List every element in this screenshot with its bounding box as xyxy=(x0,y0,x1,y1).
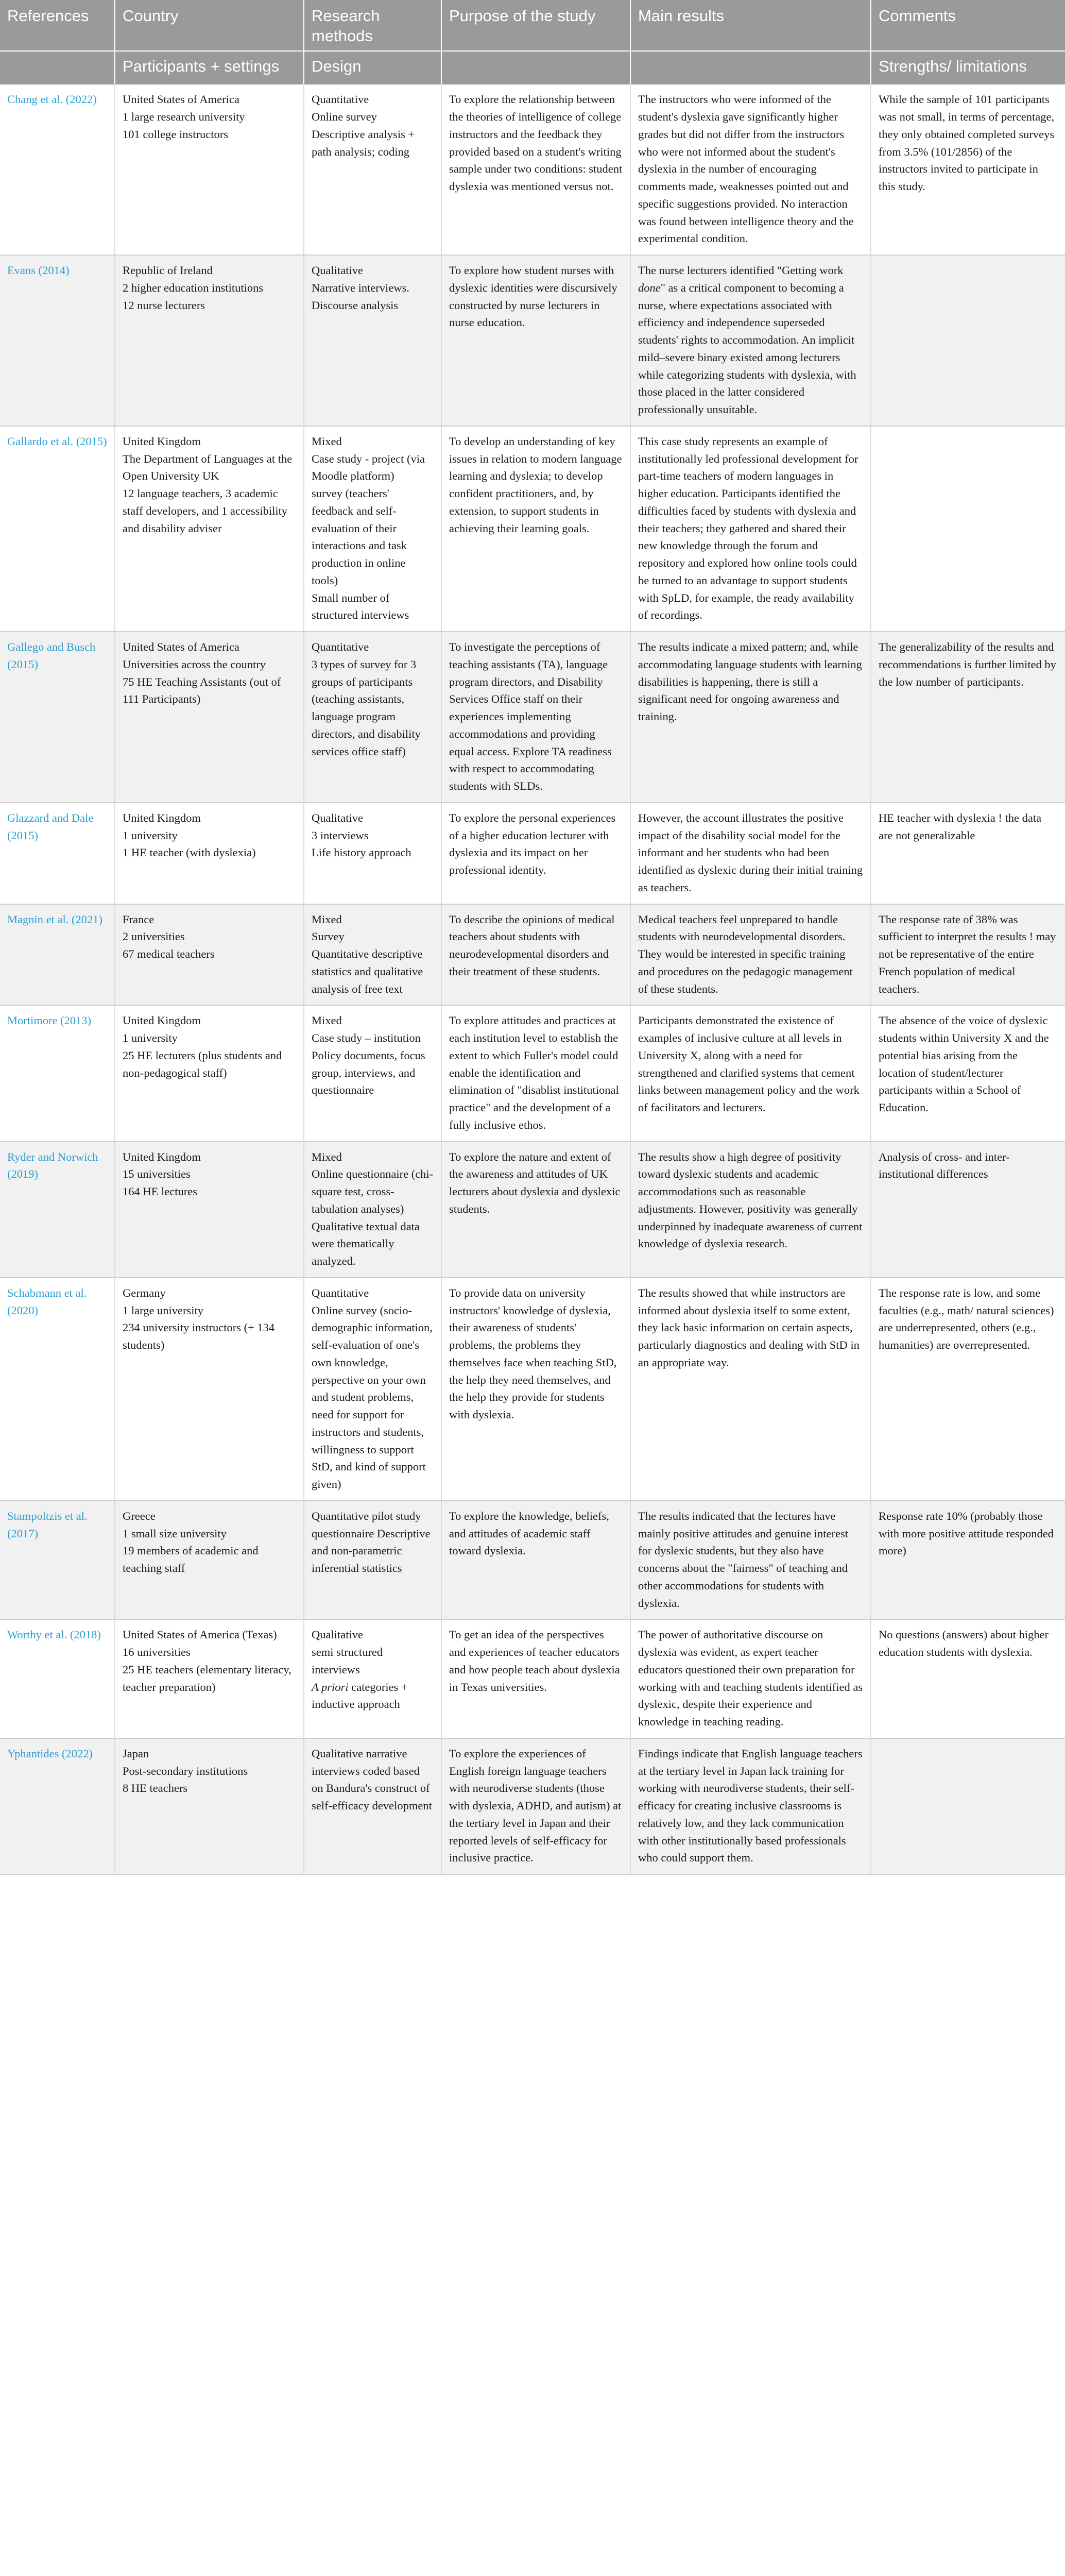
methods-line: Survey xyxy=(312,930,345,943)
results-text: The nurse lecturers identified "Getting work xyxy=(638,264,844,277)
participants-line: 164 HE lectures xyxy=(123,1185,197,1198)
methods-line: Life history approach xyxy=(312,846,411,859)
subheader-purpose xyxy=(441,51,630,85)
country-name: United States of America xyxy=(123,93,239,106)
methods-line: Quantitative xyxy=(312,93,369,106)
results-cell: The results indicated that the lectures have mainly positive attitudes and genuine interest for dyslexic students, but they also have concerns about the "fairness" of teaching and other accommodations for students with dyslexia. xyxy=(630,1501,871,1620)
results-cell xyxy=(630,255,871,426)
purpose-cell: To explore the knowledge, beliefs, and attitudes of academic staff toward dyslexia. xyxy=(441,1501,630,1620)
participants-line: 25 HE lecturers (plus students and non-pedagogical staff) xyxy=(123,1048,282,1079)
methods-line xyxy=(312,1679,434,1714)
reference-link[interactable]: Worthy et al. (2018) xyxy=(7,1628,101,1641)
purpose-cell: To explore the experiences of English foreign language teachers with neurodiverse students (those with dyslexia, ADHD, and autism) at the tertiary level in Japan and their reported levels of self-efficacy for inclusive practice. xyxy=(441,1738,630,1874)
subheader-results xyxy=(630,51,871,85)
purpose-cell: To describe the opinions of medical teachers about students with neurodevelopmental disorders and their treatment of these students. xyxy=(441,904,630,1006)
purpose-cell: To develop an understanding of key issues in relation to modern language learning and dyslexia; to develop confident practitioners, and, by extension, to support students in achieving their learning goals. xyxy=(441,426,630,632)
country-cell xyxy=(115,1501,304,1620)
participants-line: 16 universities xyxy=(123,1646,191,1658)
participants-line: 1 HE teacher (with dyslexia) xyxy=(123,846,256,859)
country-name: Japan xyxy=(123,1747,149,1760)
results-cell: Participants demonstrated the existence of examples of inclusive culture at all levels in University X, along with a need for strengthened and clarified systems that cement links between management policy and the work of facilitators and lecturers. xyxy=(630,1005,871,1141)
participants-line: 1 university xyxy=(123,828,178,842)
country-cell xyxy=(115,255,304,426)
table-body xyxy=(0,84,1065,1874)
comments-cell xyxy=(871,255,1065,426)
reference-link[interactable]: Magnin et al. (2021) xyxy=(7,912,102,926)
header-country: Country xyxy=(115,0,304,51)
methods-line: Online questionnaire (chi-square test, cross-tabulation analyses) xyxy=(312,1167,434,1215)
methods-line: 3 types of survey for 3 groups of participants (teaching assistants, language program directors, and disability services office staff) xyxy=(312,657,421,758)
participants-line: 234 university instructors (+ 134 students) xyxy=(123,1321,275,1351)
methods-line: Qualitative narrative interviews coded based on Bandura's construct of self-efficacy development xyxy=(312,1747,432,1812)
reference-link[interactable]: Stampoltzis et al. (2017) xyxy=(7,1509,88,1540)
participants-line: Universities across the country xyxy=(123,657,266,671)
comments-cell: The generalizability of the results and recommendations is further limited by the low number of participants. xyxy=(871,632,1065,803)
header-subrow xyxy=(0,51,1065,85)
methods-line: semi structured interviews xyxy=(312,1646,383,1676)
reference-cell xyxy=(0,255,115,426)
header-purpose: Purpose of the study xyxy=(441,0,630,51)
methods-text: categories + inductive approach xyxy=(312,1680,408,1711)
participants-line: 15 universities xyxy=(123,1167,191,1181)
purpose-cell: To investigate the perceptions of teaching assistants (TA), language program directors, and Disability Services Office staff on their experiences implementing accommodations and providing equal access. Explore TA readiness with respect to accommodating students with SLDs. xyxy=(441,632,630,803)
methods-line: Qualitative xyxy=(312,811,363,824)
results-cell: The results show a high degree of positivity toward dyslexic students and academic accommodations such as reasonable adjustments. However, positivity was generally underpinned by inadequate awareness of current knowledge of dyslexia research. xyxy=(630,1142,871,1278)
purpose-cell: To explore the relationship between the theories of intelligence of college instructors and the feedback they provided based on a student's writing sample under two conditions: student dyslexia was mentioned versus not. xyxy=(441,84,630,255)
methods-line: Mixed xyxy=(312,912,342,926)
comments-cell: No questions (answers) about higher education students with dyslexia. xyxy=(871,1619,1065,1738)
results-cell: However, the account illustrates the positive impact of the disability social model for the informant and her students who had been identified as dyslexic during their initial training as teachers. xyxy=(630,803,871,904)
header-references: References xyxy=(0,0,115,51)
header-main-results: Main results xyxy=(630,0,871,51)
table-row xyxy=(0,904,1065,1006)
header-research-methods: Research methods xyxy=(304,0,441,51)
results-cell: The results indicate a mixed pattern; and, while accommodating language students with learning disabilities is happening, there is still a significant need for ongoing awareness and training. xyxy=(630,632,871,803)
methods-line: Descriptive analysis + path analysis; coding xyxy=(312,127,415,158)
table-row xyxy=(0,803,1065,904)
results-cell: Findings indicate that English language teachers at the tertiary level in Japan lack training for working with neurodiverse students, their self-efficacy for creating inclusive classrooms is relatively low, and they lack communication with other institutionally based professionals who could support them. xyxy=(630,1738,871,1874)
participants-line: 2 higher education institutions xyxy=(123,281,264,294)
country-cell xyxy=(115,803,304,904)
methods-cell xyxy=(304,1738,441,1874)
methods-line: Quantitative xyxy=(312,640,369,653)
comments-cell: The response rate is low, and some faculties (e.g., math/ natural sciences) are underrepresented, others (e.g., humanities) are overrepresented. xyxy=(871,1278,1065,1501)
participants-line: 1 small size university xyxy=(123,1527,227,1540)
participants-line: The Department of Languages at the Open University UK xyxy=(123,452,293,483)
comments-cell: The absence of the voice of dyslexic students within University X and the potential bias arising from the location of student/lecturer participants within a School of Education. xyxy=(871,1005,1065,1141)
results-cell: Medical teachers feel unprepared to handle students with neurodevelopmental disorders. They would be interested in specific training and procedures on the pedagogic management of these students. xyxy=(630,904,871,1006)
participants-line: 1 large research university xyxy=(123,110,245,123)
country-name: France xyxy=(123,912,154,926)
participants-line: 19 members of academic and teaching staff xyxy=(123,1544,259,1574)
table-row xyxy=(0,1501,1065,1620)
reference-cell xyxy=(0,426,115,632)
methods-cell xyxy=(304,1142,441,1278)
methods-cell xyxy=(304,1278,441,1501)
purpose-cell: To explore attitudes and practices at each institution level to establish the extent to which Fuller's model could enable the identification and elimination of "disablist institutional practice" and the development of a fully inclusive ethos. xyxy=(441,1005,630,1141)
reference-link[interactable]: Evans (2014) xyxy=(7,264,70,277)
table-header xyxy=(0,0,1065,84)
methods-cell xyxy=(304,1501,441,1620)
table-row xyxy=(0,255,1065,426)
reference-link[interactable]: Mortimore (2013) xyxy=(7,1014,92,1027)
participants-line: 8 HE teachers xyxy=(123,1782,188,1795)
comments-cell: While the sample of 101 participants was not small, in terms of percentage, they only obtained completed surveys from 3.5% (101/2856) of the instructors invited to participate in this study. xyxy=(871,84,1065,255)
country-name: Germany xyxy=(123,1286,166,1299)
participants-line: 1 university xyxy=(123,1031,178,1044)
methods-line: survey (teachers' feedback and self-evaluation of their interactions and task production in online tools) xyxy=(312,487,407,587)
methods-line: Quantitative pilot study questionnaire Descriptive and non-parametric inferential statistics xyxy=(312,1509,431,1574)
participants-line: 101 college instructors xyxy=(123,127,228,141)
methods-line: Narrative interviews. Discourse analysis xyxy=(312,281,409,312)
methods-cell xyxy=(304,803,441,904)
methods-line: Quantitative descriptive statistics and qualitative analysis of free text xyxy=(312,947,423,995)
table-row xyxy=(0,1619,1065,1738)
results-cell: This case study represents an example of institutionally led professional development for part-time teachers of modern languages in higher education. Participants identified the difficulties faced by students with dyslexia and their teachers; they gathered and shared their new knowledge through the forum and repository and explored how online tools could be turned to an advantage to support students with SpLD, for example, the ready availability of recordings. xyxy=(630,426,871,632)
participants-line: 12 language teachers, 3 academic staff developers, and 1 accessibility and disability adviser xyxy=(123,487,288,535)
participants-line: 2 universities xyxy=(123,930,185,943)
methods-cell xyxy=(304,1005,441,1141)
subheader-references xyxy=(0,51,115,85)
country-name: United Kingdom xyxy=(123,434,201,448)
table-row xyxy=(0,1142,1065,1278)
reference-cell xyxy=(0,1738,115,1874)
methods-cell xyxy=(304,632,441,803)
reference-link[interactable]: Yphantides (2022) xyxy=(7,1747,93,1760)
purpose-cell: To explore how student nurses with dyslexic identities were discursively constructed by nurse lecturers in nurse education. xyxy=(441,255,630,426)
table-row xyxy=(0,632,1065,803)
methods-line: Quantitative xyxy=(312,1286,369,1299)
participants-line: 75 HE Teaching Assistants (out of 111 Participants) xyxy=(123,675,281,706)
reference-cell xyxy=(0,1142,115,1278)
reference-cell xyxy=(0,84,115,255)
table-row xyxy=(0,1278,1065,1501)
purpose-cell: To explore the nature and extent of the awareness and attitudes of UK lecturers about dyslexia and dyslexic students. xyxy=(441,1142,630,1278)
purpose-cell: To provide data on university instructors' knowledge of dyslexia, their awareness of students' problems, the problems they themselves face when teaching StD, the help they need themselves, and the help they provide for students with dyslexia. xyxy=(441,1278,630,1501)
results-cell: The power of authoritative discourse on dyslexia was evident, as expert teacher educators questioned their own preparation for working with and teaching students identified as dyslexic, despite their experience and knowledge in teaching reading. xyxy=(630,1619,871,1738)
purpose-cell: To get an idea of the perspectives and experiences of teacher educators and how people teach about dyslexia in Texas universities. xyxy=(441,1619,630,1738)
participants-line: 67 medical teachers xyxy=(123,947,215,960)
country-cell xyxy=(115,426,304,632)
methods-line: Qualitative textual data were thematically analyzed. xyxy=(312,1219,420,1267)
subheader-participants: Participants + settings xyxy=(115,51,304,85)
methods-line: Online survey xyxy=(312,110,377,123)
country-cell xyxy=(115,1738,304,1874)
table-row xyxy=(0,1738,1065,1874)
methods-line: Case study – institution Policy documents, focus group, interviews, and questionnaire xyxy=(312,1031,425,1097)
methods-line: Small number of structured interviews xyxy=(312,591,409,622)
country-name: United Kingdom xyxy=(123,811,201,824)
country-name: United Kingdom xyxy=(123,1150,201,1163)
purpose-cell: To explore the personal experiences of a higher education lecturer with dyslexia and its impact on her professional identity. xyxy=(441,803,630,904)
participants-line: 1 large university xyxy=(123,1303,204,1317)
country-name: Republic of Ireland xyxy=(123,264,213,277)
country-cell xyxy=(115,904,304,1006)
methods-line: Qualitative xyxy=(312,264,363,277)
methods-line: Mixed xyxy=(312,434,342,448)
methods-cell xyxy=(304,904,441,1006)
methods-line: Case study - project (via Moodle platform) xyxy=(312,452,425,483)
comments-cell: Response rate 10% (probably those with more positive attitude responded more) xyxy=(871,1501,1065,1620)
comments-cell: HE teacher with dyslexia ! the data are not generalizable xyxy=(871,803,1065,904)
methods-line: Online survey (socio-demographic information, self-evaluation of one's own knowledge, perspective on your own and student problems, need for support for instructors and students, willingness to support StD, and kind of support given) xyxy=(312,1303,433,1490)
country-cell xyxy=(115,84,304,255)
country-cell xyxy=(115,632,304,803)
reference-cell xyxy=(0,1501,115,1620)
results-cell: The instructors who were informed of the student's dyslexia gave significantly higher grades but did not differ from the instructors who were not informed about the student's dyslexia in the number of encouraging comments made, weaknesses pointed out and specific suggestions provided. No interaction was found between intelligence theory and the experimental condition. xyxy=(630,84,871,255)
subheader-strengths-limitations: Strengths/ limitations xyxy=(871,51,1065,85)
methods-italic-text: A priori xyxy=(312,1680,349,1693)
country-name: United Kingdom xyxy=(123,1014,201,1027)
subheader-design: Design xyxy=(304,51,441,85)
participants-line: 25 HE teachers (elementary literacy, teacher preparation) xyxy=(123,1663,291,1693)
country-cell xyxy=(115,1278,304,1501)
reference-cell xyxy=(0,632,115,803)
comments-cell: The response rate of 38% was sufficient to interpret the results ! may not be representative of the entire French population of medical teachers. xyxy=(871,904,1065,1006)
methods-cell xyxy=(304,255,441,426)
methods-cell xyxy=(304,426,441,632)
country-cell xyxy=(115,1142,304,1278)
methods-cell xyxy=(304,1619,441,1738)
country-cell xyxy=(115,1005,304,1141)
comments-cell xyxy=(871,1738,1065,1874)
header-comments: Comments xyxy=(871,0,1065,51)
header-row xyxy=(0,0,1065,51)
reference-link[interactable]: Gallego and Busch (2015) xyxy=(7,640,96,671)
results-cell: The results showed that while instructors are informed about dyslexia itself to some extent, they lack basic information on certain aspects, particularly diagnostics and dealing with StD in an appropriate way. xyxy=(630,1278,871,1501)
reference-link[interactable]: Schabmann et al. (2020) xyxy=(7,1286,87,1317)
country-name: Greece xyxy=(123,1509,156,1522)
country-name: United States of America (Texas) xyxy=(123,1628,277,1641)
country-name: United States of America xyxy=(123,640,239,653)
reference-cell xyxy=(0,1278,115,1501)
methods-line: Qualitative xyxy=(312,1628,363,1641)
reference-cell xyxy=(0,1005,115,1141)
reference-link[interactable]: Chang et al. (2022) xyxy=(7,93,97,106)
reference-link[interactable]: Ryder and Norwich (2019) xyxy=(7,1150,98,1181)
methods-line: Mixed xyxy=(312,1014,342,1027)
results-text: " as a critical component to becoming a nurse, where expectations associated with efficiency and independence superseded students' rights to accommodation. An implicit mild–severe binary existed among lecturers while categorizing students with dyslexia, with those placed in the latter considered professionally unsuitable. xyxy=(638,281,856,416)
table-row xyxy=(0,1005,1065,1141)
table-row xyxy=(0,84,1065,255)
country-cell xyxy=(115,1619,304,1738)
methods-line: Mixed xyxy=(312,1150,342,1163)
reference-cell xyxy=(0,803,115,904)
reference-link[interactable]: Gallardo et al. (2015) xyxy=(7,434,107,448)
comments-cell: Analysis of cross- and inter-institutional differences xyxy=(871,1142,1065,1278)
methods-line: 3 interviews xyxy=(312,828,369,842)
methods-cell xyxy=(304,84,441,255)
comments-cell xyxy=(871,426,1065,632)
reference-cell xyxy=(0,904,115,1006)
reference-cell xyxy=(0,1619,115,1738)
reference-link[interactable]: Glazzard and Dale (2015) xyxy=(7,811,94,842)
participants-line: 12 nurse lecturers xyxy=(123,298,205,312)
table-row xyxy=(0,426,1065,632)
results-italic-text: done xyxy=(638,281,661,294)
participants-line: Post-secondary institutions xyxy=(123,1764,248,1777)
